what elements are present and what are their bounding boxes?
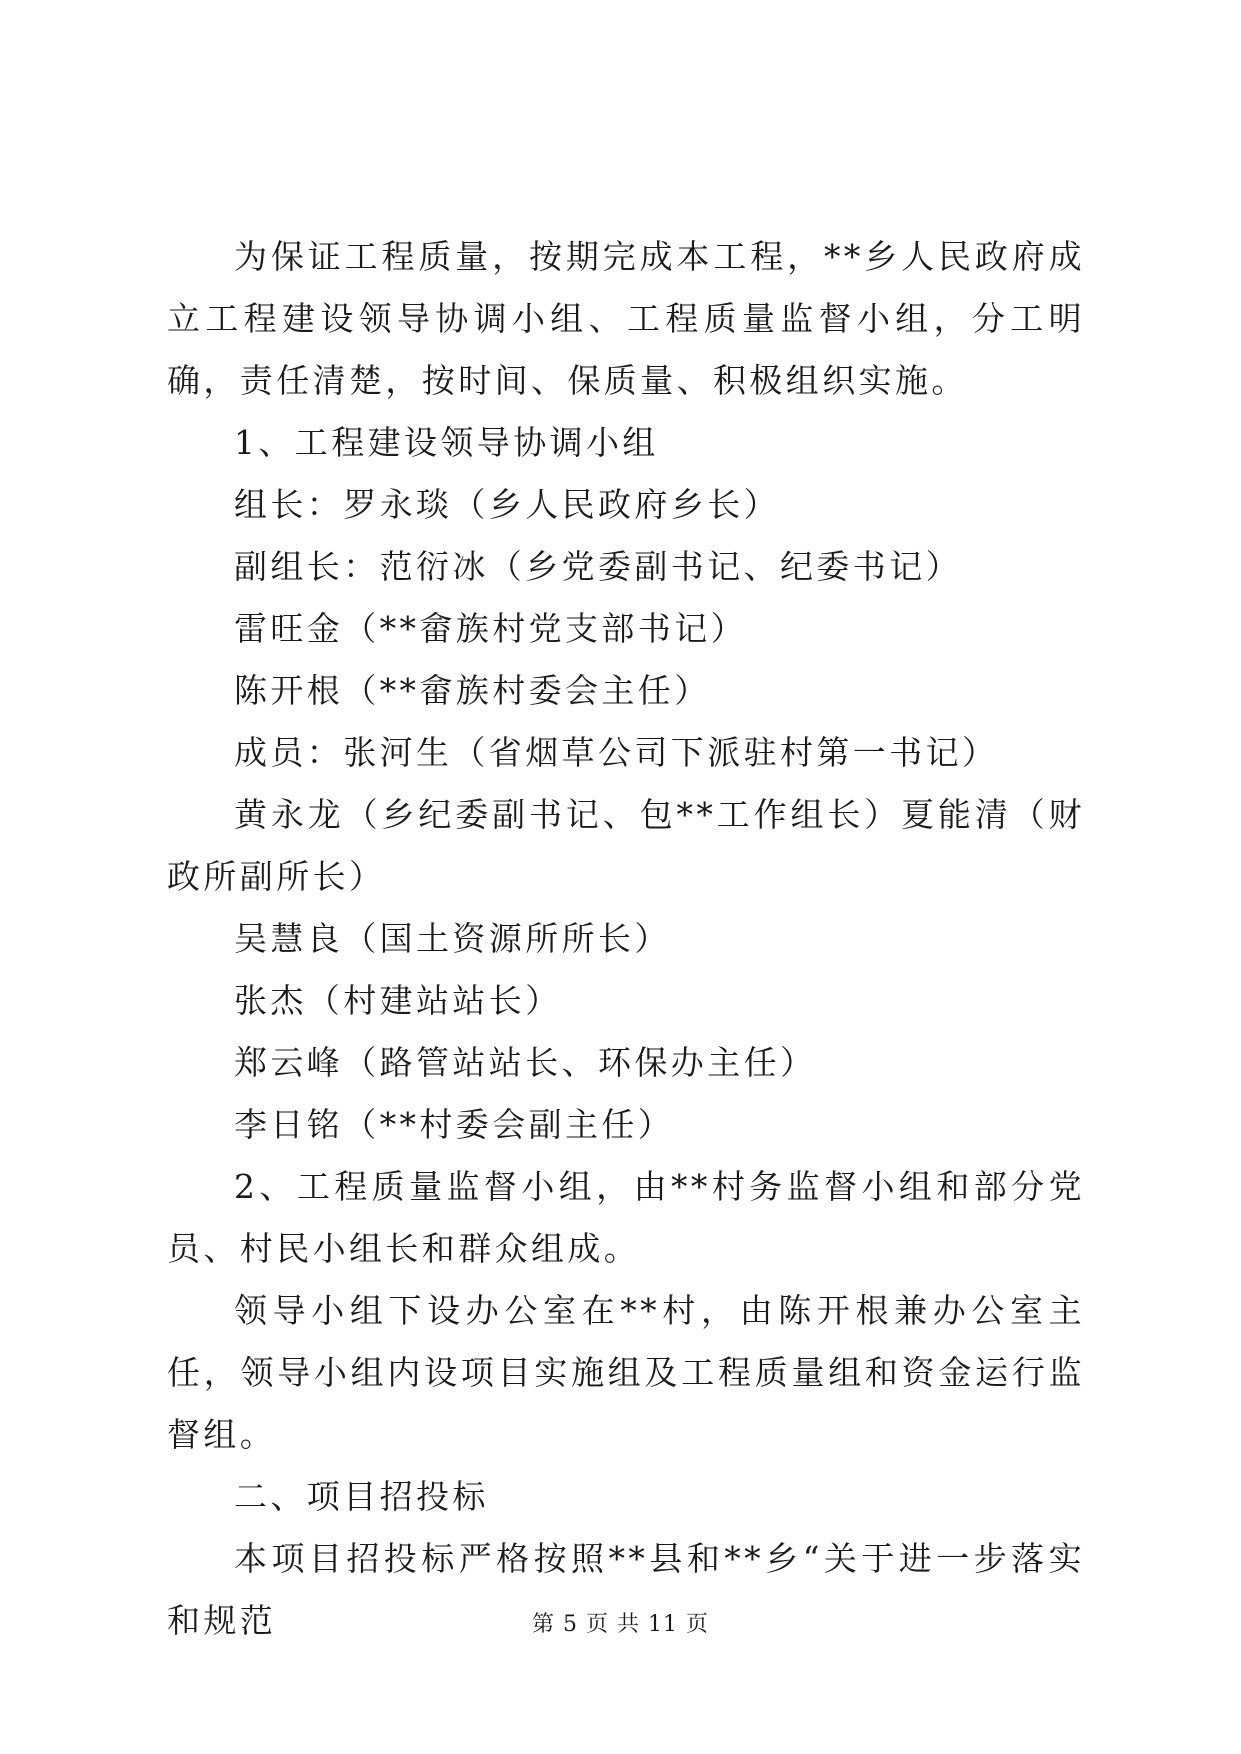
member-zhang-hesheng: 成员：张河生（省烟草公司下派驻村第一书记） xyxy=(234,733,999,772)
heading-quality-group: 2、工程质量监督小组，由**村务监督小组和部分党员、村民小组长和群众组成。 xyxy=(167,1167,1085,1268)
page-footer xyxy=(0,1610,1241,1640)
document-body xyxy=(167,226,1085,1652)
member-deputy-lei: 雷旺金（**畲族村党支部书记） xyxy=(234,609,747,648)
paragraph-bidding: 本项目招投标严格按照**县和**乡“关于进一步落实和规范 xyxy=(167,1539,1085,1640)
member-zhang-jie: 张杰（村建站站长） xyxy=(234,981,562,1020)
member-huang-xia: 黄永龙（乡纪委副书记、包**工作组长）夏能清（财政所副所长） xyxy=(167,795,1085,896)
heading-bidding: 二、项目招投标 xyxy=(234,1477,489,1516)
page-number-label: 第 5 页 共 11 页 xyxy=(532,1612,709,1637)
heading-leadership-group: 1、工程建设领导协调小组 xyxy=(234,423,659,462)
member-li-riming: 李日铭（**村委会副主任） xyxy=(234,1105,675,1144)
member-deputy-chen: 陈开根（**畲族村委会主任） xyxy=(234,671,711,710)
member-group-leader: 组长：罗永琰（乡人民政府乡长） xyxy=(234,485,780,524)
member-zheng-yunfeng: 郑云峰（路管站站长、环保办主任） xyxy=(234,1043,817,1082)
paragraph-intro: 为保证工程质量，按期完成本工程，**乡人民政府成立工程建设领导协调小组、工程质量监督小组，分工明确，责任清楚，按时间、保质量、积极组织实施。 xyxy=(167,237,1085,400)
member-deputy-leader: 副组长：范衍冰（乡党委副书记、纪委书记） xyxy=(234,547,962,586)
paragraph-office: 领导小组下设办公室在**村，由陈开根兼办公室主任，领导小组内设项目实施组及工程质量组和资金运行监督组。 xyxy=(167,1291,1085,1454)
member-wu-huiliang: 吴慧良（国土资源所所长） xyxy=(234,919,671,958)
